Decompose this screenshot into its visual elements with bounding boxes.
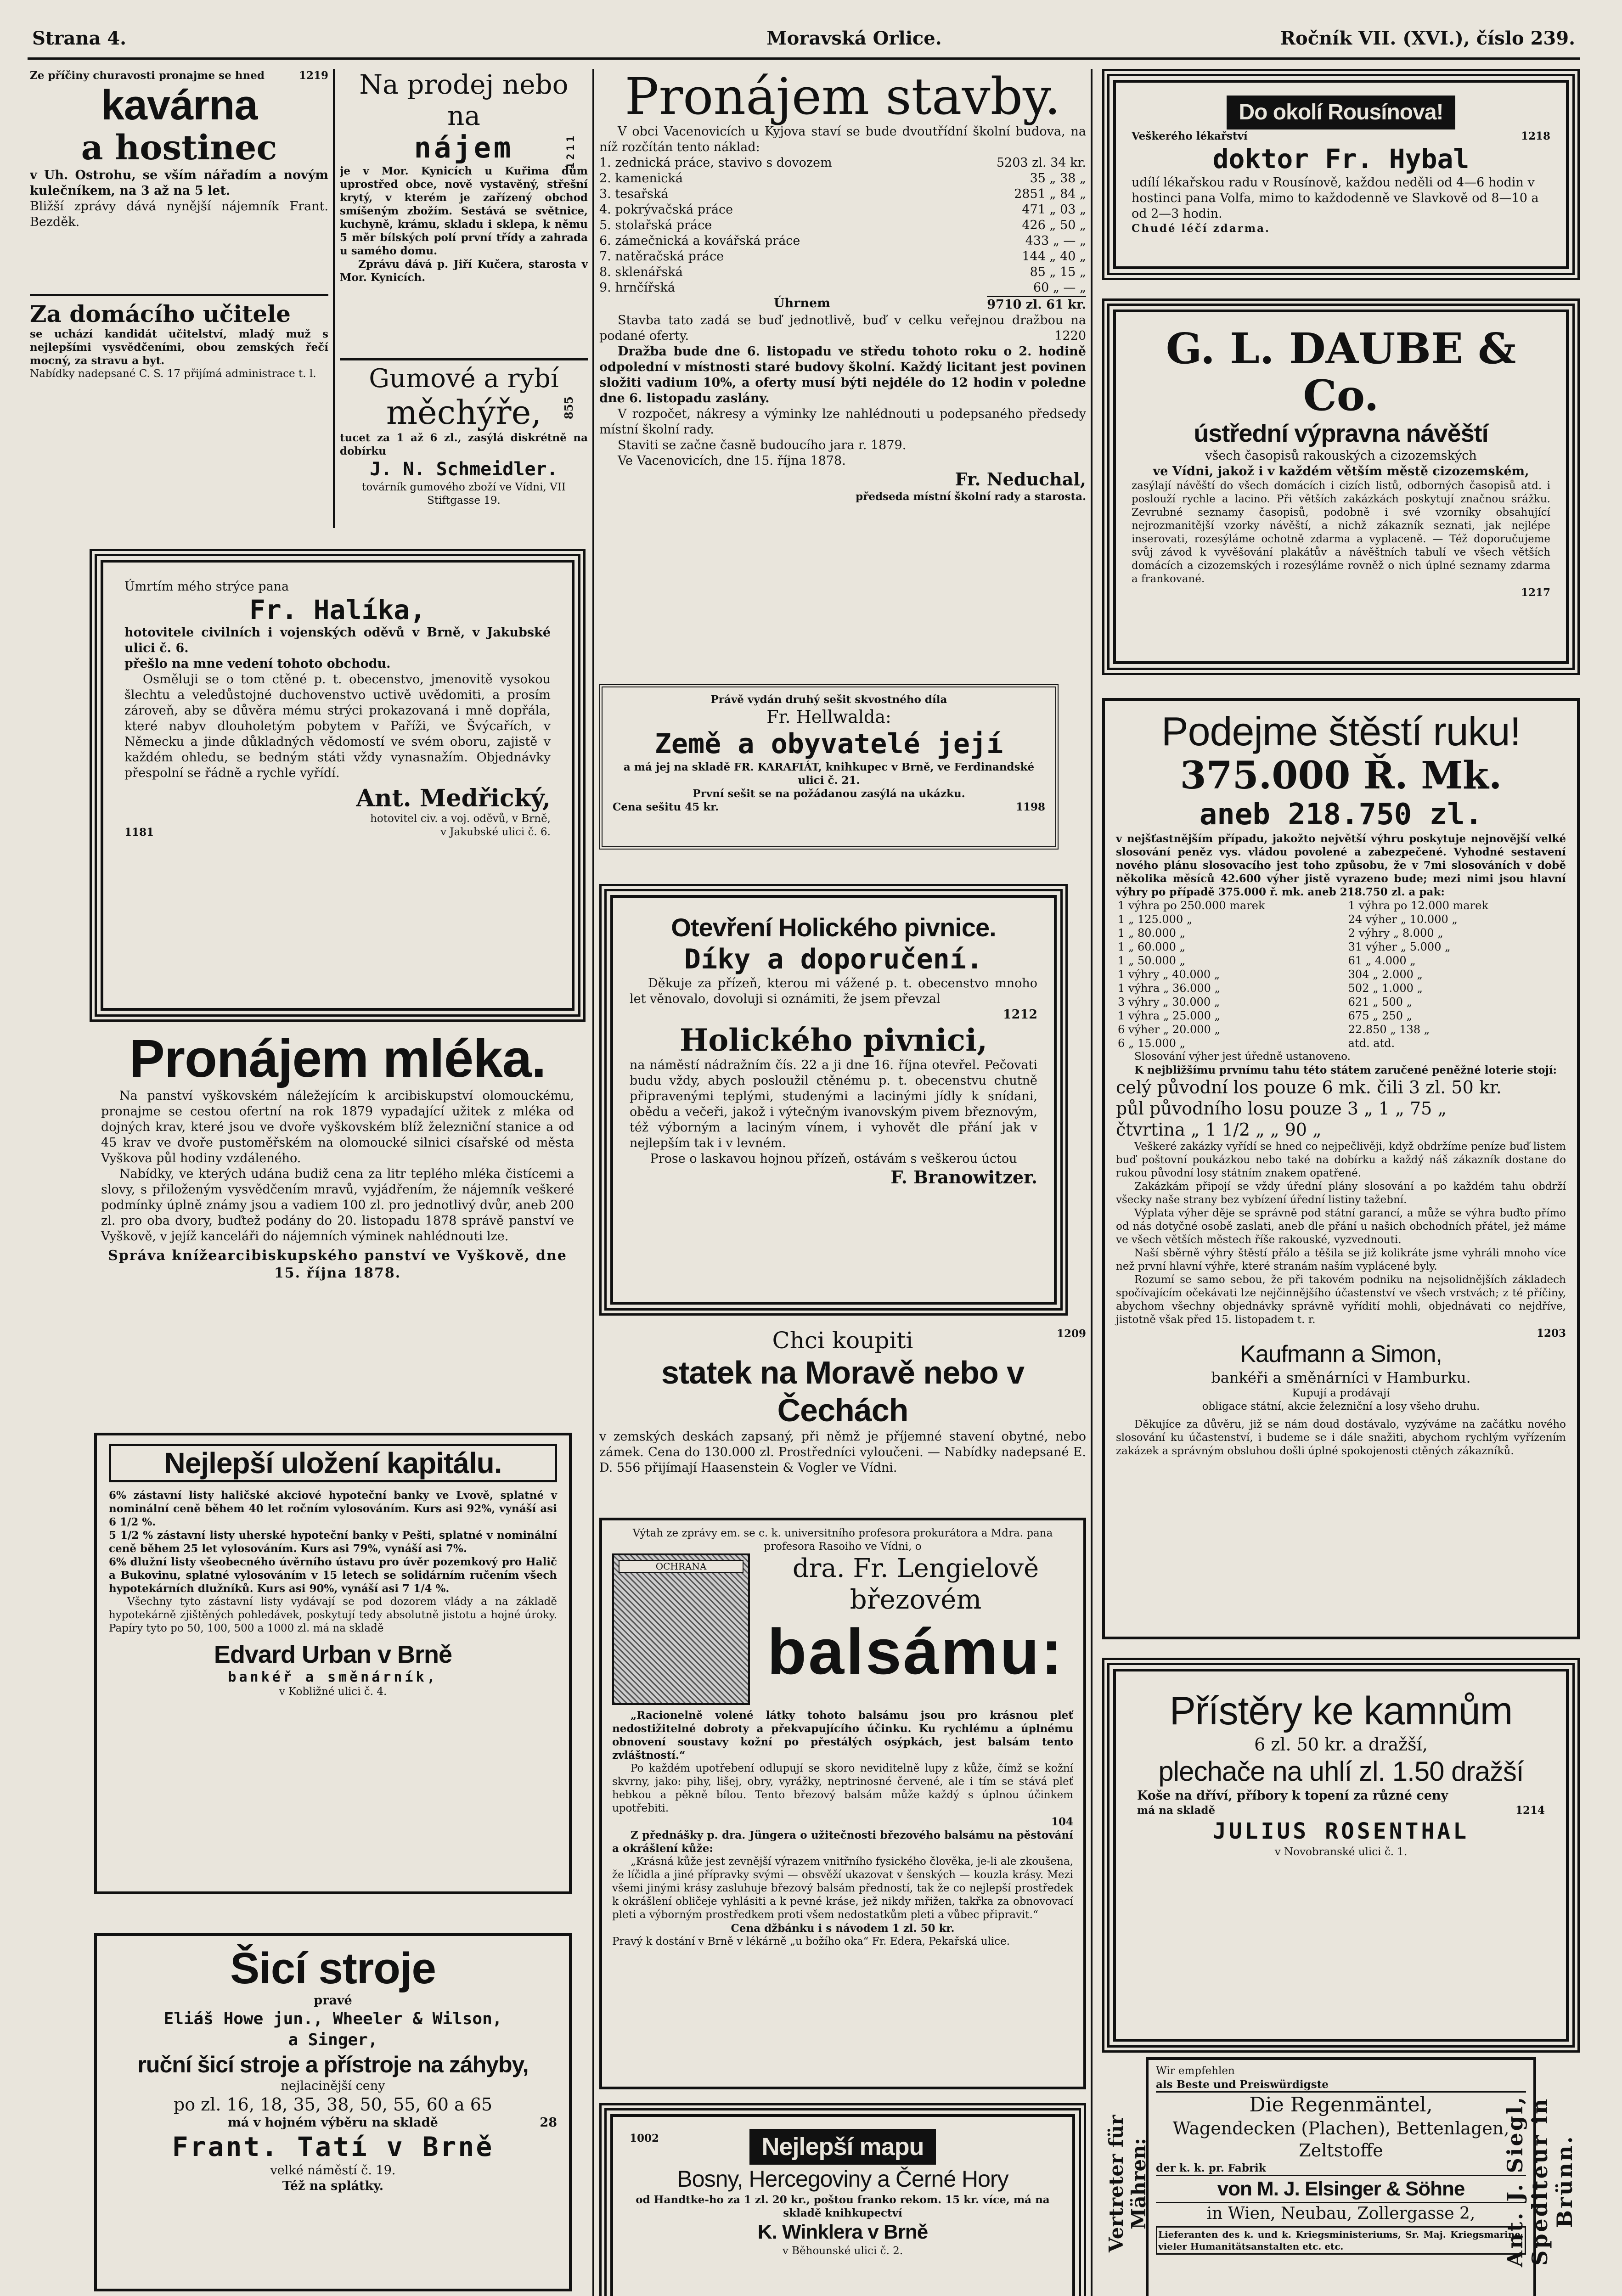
column-rule [333, 69, 335, 528]
ad-date: Ve Vacenovicích, dne 15. října 1878. [618, 454, 846, 468]
ad-info: Bližší zprávy dává nynější nájemník Frant. Bezděk. [30, 199, 328, 229]
prize-cell: 61 „ 4.000 „ [1348, 954, 1416, 967]
ad-info: Zprávu dává p. Jiří Kučera, starosta v Mor. Kynicích. [340, 258, 588, 284]
ad-line [1137, 1804, 1545, 1817]
ad-title-2 [340, 131, 588, 169]
prize-cell: 22.850 „ 138 „ [1348, 1023, 1430, 1036]
ad-lead: Výtah ze zprávy em. se c. k. universitního profesora prokurátora a Mdra. pana profesora Rasoiho ve Vídni, o [632, 1527, 1053, 1553]
cost-item [599, 171, 1086, 186]
ad-line-text: má na skladě [1137, 1804, 1216, 1817]
ad-line: v Novobranské ulici č. 1. [1274, 1846, 1408, 1858]
ad-number: 104 [1051, 1816, 1073, 1828]
ad-line: Wagendecken (Plachen), Bettenlagen, Zeltstoffe [1172, 2118, 1509, 2161]
ad-pivnice [599, 884, 1068, 1316]
cost-item [599, 264, 1086, 280]
cost-total-label: Úhrnem [774, 296, 830, 310]
cost-item [599, 249, 1086, 264]
ad-name: J. N. Schmeidler. [370, 459, 558, 480]
ad-line: als Beste und Preiswürdigste [1156, 2078, 1526, 2093]
cost-item-value: 144 „ 40 „ [1022, 249, 1086, 264]
ad-halika [90, 549, 586, 1022]
ad-side-left: Vertreter für Mähren: [1105, 2115, 1150, 2252]
ad-line: Bosny, Hercegoviny a Černé Hory [677, 2166, 1008, 2192]
prize-row [1116, 1009, 1566, 1023]
cost-item-name: 5. stolařská práce [599, 218, 712, 232]
ad-hybal [1102, 69, 1580, 280]
cost-item [599, 280, 1086, 296]
ad-title-2: Holického pivnici, [679, 1022, 988, 1058]
ad-body: tucet za 1 až 6 zl., zasýlá diskrétně na dobírku [340, 432, 588, 457]
ad-title: balsámu: [767, 1615, 1064, 1688]
ad-signature: Edvard Urban v Brně [214, 1641, 452, 1668]
ad-p2: přešlo na mne vedení tohoto obchodu. [124, 657, 391, 671]
prize-cell: 1 „ 125.000 „ [1118, 913, 1193, 926]
cost-item-name: 1. zednická práce, stavivo s dovozem [599, 156, 832, 170]
ad-name: doktor Fr. Hybal [1212, 143, 1470, 174]
cost-item-name: 4. pokrývačská práce [599, 203, 733, 217]
ad-sig-line: hotovitel civ. a voj. oděvů, v Brně, [370, 813, 551, 825]
ad-title: Přístěry ke kamnům [1169, 1689, 1513, 1733]
ad-p4: Všechny tyto zástavní listy vydávají se pod dozorem vlády a na základě hypotekárně zjištěných pohledávek, poskytují tedy absolutně jistotu a hojné úroky. Papíry tyto po 50, 100, 500 a 1000 zl. má na skladě [109, 1596, 557, 1634]
cost-total-value: 9710 zl. 61 kr. [987, 296, 1086, 313]
ad-line: der k. k. pr. Fabrik [1156, 2162, 1266, 2174]
ad-amount-2: aneb 218.750 zl. [1199, 798, 1483, 832]
prize-table [1116, 899, 1566, 1050]
prize-cell: atd. atd. [1348, 1037, 1395, 1050]
ad-title: Šicí stroje [230, 1944, 436, 1993]
prize-row [1116, 926, 1566, 940]
ad-line [109, 2115, 557, 2131]
ad-line: ve Vídni, jakož i v každém větším městě cizozemském, [1153, 464, 1529, 478]
ad-line: Wir empfehlen [1156, 2065, 1235, 2077]
prize-row [1116, 1036, 1566, 1050]
ad-title-2 [340, 394, 588, 431]
ad-line: pravé [314, 1993, 352, 2008]
ad-line [1132, 129, 1550, 143]
cost-item-name: 8. sklenářská [599, 265, 683, 279]
ad-p2: Po každém upotřebení odlupují se skoro neviditelně lupy z kůže, čímž se kožní skvrny, jako: pihy, lišej, obry, vyrážky, neptrinosné červené, ale i tím se stává pleť hebkou a pěkně bílou. Tento březový balsám může každý s úplnou účinkem upotřebiti. [612, 1762, 1073, 1814]
ad-p7: Naší sběrně výhry štěstí přálo a těšila se již kolikráte jsme vyhráli mnoho více než první hlavní výhře, které stranám naším vyplácené byly. [1116, 1247, 1566, 1272]
ad-zeme [599, 684, 1059, 850]
ad-p1: Děkuje za přízeň, kterou mi vážené p. t. obecenstvo mnoho let věnovalo, dovoluji si oznámiti, že jsem převzal [630, 976, 1037, 1006]
ad-price: Cena džbánku i s návodem 1 zl. 50 kr. [731, 1922, 955, 1935]
ad-line: Koše na dříví, příbory k topení za různé ceny [1137, 1789, 1448, 1803]
ad-line: a Singer, [288, 2031, 378, 2049]
ad-lead: Právě vydán druhý sešit skvostného díla [710, 693, 947, 706]
ad-title: Pronájem stavby. [625, 69, 1061, 126]
cost-total [599, 296, 1086, 313]
prize-cell: 1 „ 80.000 „ [1118, 927, 1185, 940]
ad-price: čtvrtina „ 1 1/2 „ „ 90 „ [1116, 1120, 1322, 1140]
prize-row [1116, 899, 1566, 912]
ad-line: v Běhounské ulici č. 2. [782, 2245, 903, 2257]
prize-row [1116, 940, 1566, 954]
ad-p2: na náměstí nádražním čís. 22 a ji dne 16. října otevřel. Pečovati budu vždy, abych posloužil ctěnému p. t. obecenstvu chutně připravenými teplými, studenými a lacinými jídly k snídani, obědu a večeři, jakož i výtečným ivanovským pivem březnovým, též výborným a laciným vínem, i vyhovět dle přání jak v nejlepším tak i v levném. [630, 1058, 1037, 1150]
prize-row [1116, 1023, 1566, 1036]
ad-p4: „Krásná kůže jest zevnější výrazem vnitřního fysického člověka, je-li ale zkoušena, že líčidla a jiné přípravky svými — obsvěží ukazovat v šenských — kouzla krásy. Mezi všemi jinými krásy zasluhuje březový balsám předností, tak že co nejlepší prostředek k okrášlení obličeje vyhlásiti a k pevné kráse, jež nikdy mřižen, takřka za obnovovací pleti a výborným prostředkem proti všem nedostatkům pleti a vůbec připravit.“ [612, 1856, 1073, 1921]
prize-cell: 1 „ 60.000 „ [1118, 940, 1185, 953]
ad-body: je v Mor. Kynicích u Kuřima dům uprostřed obce, nově vystavěný, střešní krytý, v kterém je zařízený obchod smíšeným zbožím. Sestává se světnice, kuchyně, krámu, skladu i sklepa, k němu 5 měr bílských polí první třídy a zahrada u samého domu. [340, 165, 588, 257]
ad-sig-line: Kupují a prodávají [1292, 1387, 1390, 1399]
prize-row [1116, 995, 1566, 1009]
ad-title-row [630, 2129, 1056, 2165]
ad-line: Eliáš Howe jun., Wheeler & Wilson, [163, 2009, 502, 2028]
ad-line: Chudé léčí zdarma. [1132, 222, 1271, 235]
ad-brand: dra. Fr. Lengielově [792, 1553, 1039, 1583]
column-rule [1091, 69, 1093, 2296]
ad-p1: hotovitele civilních i vojenských oděvů v Brně, v Jakubské ulici č. 6. [124, 625, 551, 655]
cost-item-name: 2. kamenická [599, 171, 683, 186]
ad-number: 1219 [298, 69, 328, 82]
ad-najem [340, 69, 588, 354]
prize-cell: 675 „ 250 „ [1348, 1009, 1413, 1022]
cost-item [599, 155, 1086, 171]
stamp-label: OCHRANA [619, 1560, 743, 1573]
ad-number: 855 [562, 396, 575, 420]
ad-p2: Nabídky, ve kterých udána budiž cena za litr teplého mléka čistícemi a slovy, s přiloženým vysvědčením mravů, vyjádřením, že nájemník veškeré podmínky úplně známy jsou a vadiem 100 zl. pro jednotlivý dvůr, aneb 200 zl. pro oba dvory, buďtež podány do 20. listopadu 1878 správě panství ve Vyškově, v jejíž kanceláři do nájemních výminek nahlédnouti lze. [101, 1167, 574, 1244]
ad-lead: Ze příčiny churavosti pronajme se hned [30, 69, 265, 82]
ad-line: Die Regenmäntel, [1249, 2093, 1433, 2116]
ad-ucitel [30, 294, 328, 505]
ad-number: 1002 [630, 2132, 659, 2144]
ad-mechyre [340, 358, 588, 533]
ad-amount: 375.000 Ř. Mk. [1180, 754, 1502, 798]
ad-p5: Staviti se začne časně budoucího jara r. 1879. [618, 438, 907, 452]
cost-list [599, 155, 1086, 296]
ad-number: 1198 [1015, 801, 1045, 813]
ad-pristery [1102, 1658, 1580, 2053]
ad-line: nejlacinější ceny [281, 2079, 385, 2093]
ad-line: ruční šicí stroje a přístroje na záhyby, [137, 2052, 529, 2077]
page-header [28, 18, 1580, 60]
ad-p8: Rozumí se samo sebou, že při takovém podniku na nejsolidnějších základech spočívajícím očekávati lze nejčinnějšího účastenství ve všech vrstvách; z té příčiny, abychom všechny objednávky správně vyřídití mohli, objednávati co nejdříve, jistotně však před 15. listopadem t. r. [1116, 1274, 1566, 1326]
ad-sig-line: bankéř a směnárník, [228, 1669, 438, 1685]
cost-item-value: 35 „ 38 „ [1030, 171, 1086, 186]
ad-title-2-text: nájem [414, 131, 514, 164]
ad-p9: Děkujíce za důvěru, již se nám doud dostávalo, vyzýváme na začátku nového slosování ku účastenství, i budeme se i dále snažiti, abychom rychlým vyřízením zakázek a správným obsluhou došli úplné spokojenosti ctěných zákazníků. [1116, 1418, 1566, 1457]
prize-cell: 3 výhry „ 30.000 „ [1118, 996, 1220, 1008]
ad-p3: Osměluji se o tom ctěné p. t. obecenstvo, jmenovitě vysokou šlechtu a veledůstojné duchovenstvo uctivě uvědomiti, a prosím zároveň, aby se důvěra mému strýci prokazovaná i mně dopřála, které nabyv dlouholetým pobytem v Paříži, ve Švýcařích, v Německu a jinde důkladných vědomostí ve svém oboru, zajistě v každém ohledu, se bedným státi vždy vynasnažím. Objednávky přespolní se řádně a rychle vyřídí. [124, 672, 551, 780]
ad-p1: Na panství vyškovském náležejícím k arcibiskupství olomouckému, pronajme se cestou ofertní na rok 1879 vypadající užitek z mléka od dojných krav, které jsou ve dvoře vyškovském blíž železniční stanice a od 45 krav ve dvoře pustoměřském na olomoucké silnici císařské od města Vyškova půl hodiny vzdáleného. [101, 1089, 574, 1165]
ad-elsinger [1102, 2057, 1580, 2296]
ad-p2: První sešit se na požádanou zasýlá na ukázku. [693, 788, 965, 800]
ad-info: továrník gumového zboží ve Vídni, VII Stiftgasse 19. [362, 481, 566, 506]
prize-cell: 1 výhra „ 36.000 „ [1118, 982, 1220, 995]
ad-mapa [599, 2103, 1086, 2296]
ad-number: 1220 [1054, 329, 1086, 343]
cost-item-name: 6. zámečnická a kovářská práce [599, 234, 800, 248]
prize-cell: 1 výhry „ 40.000 „ [1118, 968, 1220, 981]
ad-p1: v nejšťastnějším případu, jakožto největší výhru poskytuje nejnovější velké slosování peněz vys. vládou povolené a zabezpečené. Vyhodné sestavení nového plánu slosovacího jest toho způsobu, že v 7mi slosováních v době několika měsíců 42.600 výher jistě vyrazeno bude; mezi nimi jsou hlavní výhry po případě 375.000 ř. mk. aneb 218.750 zl. a pak: [1116, 833, 1566, 898]
ad-signature: Fr. Neduchal, [955, 469, 1086, 490]
ad-signature: JULIUS ROSENTHAL [1212, 1818, 1470, 1844]
ad-sig-line: bankéři a směnárníci v Hamburku. [1211, 1369, 1471, 1386]
prize-cell: 6 „ 15.000 „ [1118, 1037, 1185, 1050]
column-rule [592, 69, 594, 2296]
paper-title: Moravská Orlice. [766, 28, 942, 49]
ad-title: Otevření Holického pivnice. [671, 913, 996, 942]
ad-p1: a má jej na skladě FR. KARAFIÁT, knihkupec v Brně, ve Ferdinandské ulici č. 21. [623, 761, 1035, 787]
ad-p5: Zakázkám připojí se vždy úřední plány slosování a po každém tahu obdrží všecky naše strany bez vybízení úřední listiny tažební. [1116, 1181, 1566, 1206]
ad-line: od Handtke-ho za 1 zl. 20 kr., poštou franko rekom. 15 kr. více, má na skladě knihkupectví [636, 2194, 1050, 2219]
ad-p2: Slosování výher jest úředně ustanoveno. [1134, 1051, 1351, 1063]
ad-balsam [599, 1518, 1086, 2089]
cost-item-value: 426 „ 50 „ [1022, 218, 1086, 232]
ad-p1: V obci Vacenovicích u Kyjova staví se bude dvoutřídní školní budova, na níž rozčítán tento náklad: [599, 124, 1086, 154]
ad-body: v Uh. Ostrohu, se vším nářadím a novým kulečníkem, na 3 až na 5 let. [30, 168, 328, 198]
ad-p3: Prose o laskavou hojnou přízeň, ostávám s veškerou úctou [650, 1152, 1017, 1166]
issue-number: Ročník VII. (XVI.), číslo 239. [1280, 28, 1575, 49]
ad-side-right: Ant. J. Siegl, Spediteur in Brünn. [1503, 2095, 1577, 2268]
prize-cell: 1 „ 50.000 „ [1118, 954, 1185, 967]
ad-signature: Kaufmann a Simon, [1240, 1341, 1442, 1367]
ad-p3: K nejbližšímu prvnímu tahu této státem zaručené peněžné loterie stojí: [1134, 1064, 1557, 1076]
ad-body: se uchází kandidát učitelství, mladý muž s nejlepšími vysvědčeními, obou zemských řečí mocný, za stravu a byt. [30, 328, 328, 367]
ad-signature: Správa knížearcibiskupského panství ve Vyškově, dne 15. října 1878. [108, 1248, 567, 1281]
ad-number: 1203 [1536, 1327, 1566, 1339]
ad-signature: F. Branowitzer. [890, 1167, 1037, 1187]
ad-p4: V rozpočet, nákresy a výminky lze nahlédnouti u podepsaného předsedy místní školní rady. [599, 407, 1086, 437]
ad-sig-line: předseda místní školní rady a starosta. [856, 490, 1086, 503]
ad-title: statek na Moravě nebo v Čechách [661, 1355, 1025, 1428]
ad-line: po zl. 16, 18, 35, 38, 50, 55, 60 a 65 [173, 2094, 493, 2115]
ad-p1: „Racionelně volené látky tohoto balsámu jsou pro krásnou pleť nedostižitelné dobroty a překvapujícího účinku. Ku rychlému a úplnému obnovení soustavy kožní po přestálých osýpkách, jest balsám tento zvláštností.“ [612, 1709, 1073, 1761]
ad-line: březovém [850, 1584, 982, 1615]
ad-name: von M. J. Elsinger & Söhne [1156, 2175, 1526, 2203]
prize-row [1116, 954, 1566, 968]
ad-number: 28 [540, 2116, 557, 2130]
ad-stavby [599, 69, 1086, 670]
ad-signature: Frant. Tatí v Brně [172, 2131, 494, 2162]
ad-stroje [94, 1933, 572, 2291]
ad-lead: Úmrtím mého strýce pana [124, 580, 289, 594]
ad-line: všech časopisů rakouských a cizozemských [1205, 449, 1477, 463]
ad-subtitle: Díky a doporučení. [684, 943, 983, 975]
cost-item [599, 233, 1086, 249]
ad-title: Podejme štěstí ruku! [1161, 709, 1521, 754]
cost-item-value: 471 „ 03 „ [1022, 203, 1086, 217]
ad-kavarna [30, 69, 328, 285]
cost-item-name: 3. tesařská [599, 187, 669, 201]
ad-note: Nabídky nadepsané C. S. 17 přijímá administrace t. l. [30, 368, 316, 380]
ad-title: Země a obyvatelé její [654, 728, 1003, 760]
ad-title: Pronájem mléka. [129, 1029, 546, 1088]
ad-p1: 6% zástavní listy haličské akciové hypoteční banky ve Lvově, splatné v nominální ceně během 40 let ročním vylosováním. Kurs asi 92%, vynáší asi 6 1/2 %. [109, 1489, 557, 1528]
ad-p4: Veškeré zakázky vyřídí se hned co nejpečlivěji, když obdržíme peníze buď listem buď poštovní poukázkou nebo také na dobírku a každý náš zákazník dostane do rukou původní losy státním znakem opatřené. [1116, 1141, 1566, 1179]
ad-p2 [599, 313, 1086, 344]
ad-number: 1212 [1002, 1007, 1037, 1022]
ad-number: 1181 [124, 826, 154, 838]
ad-price: půl původního losu pouze 3 „ 1 „ 75 „ [1116, 1098, 1447, 1119]
ad-title: kavárna [101, 82, 258, 129]
ad-title-2-text: měchýře, [386, 393, 542, 432]
cost-item-value: 433 „ — „ [1025, 234, 1086, 248]
prize-row [1116, 968, 1566, 981]
prize-cell: 2 výhry „ 8.000 „ [1348, 927, 1443, 940]
ad-sig-line: velké náměstí č. 19. [270, 2163, 396, 2178]
ad-title: Za domácího učitele [30, 300, 291, 327]
ad-elsinger-inner [1146, 2057, 1536, 2296]
ad-p3: Dražba bude dne 6. listopadu ve středu tohoto roku o 2. hodině odpolední v místnosti staré budovy školní. Každý licitant jest povinen složiti vadium 10%, a oferty musí býti nejdéle do 12 hodin v poledne dne 6. listopadu zaslány. [599, 344, 1086, 405]
ad-title: G. L. DAUBE & Co. [1166, 324, 1516, 420]
prize-cell: 1 výhra „ 25.000 „ [1118, 1009, 1220, 1022]
ad-title: Do okolí Rousínova! [1227, 96, 1455, 129]
ad-p3: Z přednášky p. dra. Jüngera o užitečnosti březového balsámu na pěstování a okrášlení kůže: [612, 1829, 1073, 1855]
ad-number: 1209 [1056, 1328, 1086, 1340]
prize-row [1116, 912, 1566, 926]
cost-item-value: 5203 zl. 34 kr. [996, 156, 1086, 170]
ad-line [599, 1327, 1086, 1354]
ad-subtitle: ústřední výpravna návěští [1194, 420, 1488, 447]
ad-p5: Pravý k dostání v Brně v lékárně „u božího oka“ Fr. Edera, Pekařská ulice. [612, 1936, 1010, 1947]
ad-loterie [1102, 698, 1580, 1639]
prize-row [1116, 981, 1566, 995]
cost-item-name: 7. natěračská práce [599, 249, 724, 264]
ad-price: Cena sešitu 45 kr. [613, 801, 719, 813]
ad-author: Fr. Hellwalda: [766, 707, 891, 727]
ad-p6: Výplata výher děje se správně pod státní garancí, a může se výhra buďto přímo od nás dotyčné osobě zaslati, aneb dle přání u našich obchodních přátel, jež máme ve všech větších městech říše rakouské, vyzvednouti. [1116, 1207, 1566, 1246]
ad-line: Lieferanten des k. und k. Kriegsministeriums, Sr. Maj. Kriegsmarine, vieler Humanitätsanstalten etc. etc. [1156, 2226, 1526, 2255]
prize-cell: 24 výher „ 10.000 „ [1348, 913, 1458, 926]
ad-p2: 5 1/2 % zástavní listy uherské hypoteční banky v Pešti, splatné v nominální ceně během 25 let vylosováním. Kurs asi 79%, vynáší asi 7%. [109, 1529, 557, 1555]
prize-cell: 304 „ 2.000 „ [1348, 968, 1423, 981]
ad-line: Též na splátky. [282, 2179, 384, 2193]
ad-title: Gumové a rybí [369, 364, 559, 394]
prize-cell: 1 výhra po 250.000 marek [1118, 899, 1265, 912]
page-number: Strana 4. [32, 28, 127, 49]
ad-signature: K. Winklera v Brně [757, 2221, 928, 2243]
cost-item [599, 218, 1086, 233]
ad-p2-text: Stavba tato zadá se buď jednotlivě, buď v celku veřejnou dražbou na podané oferty. [599, 313, 1086, 343]
ad-line: in Wien, Neubau, Zollergasse 2, [1206, 2204, 1476, 2223]
ad-sig-line: v Jakubské ulici č. 6. [440, 826, 551, 838]
prize-cell: 31 výher „ 5.000 „ [1348, 940, 1451, 953]
ad-price: celý původní los pouze 6 mk. čili 3 zl. 50 kr. [1116, 1077, 1502, 1097]
ad-signature: Ant. Medřický, [356, 784, 551, 812]
prize-cell: 6 výher „ 20.000 „ [1118, 1023, 1220, 1036]
cost-item-value: 2851 „ 84 „ [1014, 187, 1086, 201]
ad-sig-line: obligace státní, akcie železniční a losy všeho druhu. [1202, 1401, 1480, 1412]
ad-line-text: má v hojném výběru na skladě [228, 2116, 438, 2130]
birch-tree-illustration [612, 1553, 750, 1705]
prize-cell: 1 výhra po 12.000 marek [1348, 899, 1488, 912]
ad-mleko [90, 1024, 586, 1410]
ad-body: v zemských deskách zapsaný, při němž je příjemné stavení obytné, nebo zámek. Cena do 130.000 zl. Prostředníci vyloučeni. — Nabídky nadepsané E. D. 556 přijímají Haasenstein & Vogler ve Vídni. [599, 1429, 1086, 1475]
cost-item [599, 202, 1086, 218]
ad-subtitle: Veškerého lékařství [1132, 130, 1248, 142]
ad-title: Nejlepší uložení kapitálu. [109, 1444, 557, 1482]
ad-number: 1211 [565, 133, 577, 169]
cost-item-name: 9. hrnčířská [599, 281, 676, 295]
ad-kapital [94, 1433, 572, 1894]
ad-body: zasýlají návěští do všech domácích i cizích listů, odborných časopisů atd. i poslouží rychle a lacino. Při větších zakázkách poskytují značnou srážku. Zevrubné seznamy časopisů, podobně i své vzorníky obsahující nejrozmanitější vzorky návěští, a nichž zákazník seznati, jak nejlépe inserovati, rozesýláme ochotně zdarma a vyplaceně. — Též doporučujeme svůj závod k vyvěšování plakátův a návěštních tabulí ve všech větších domácích a cizozemských i rozesýláme rovněž o nich úplné seznamy zdarma a frankované. [1132, 480, 1550, 585]
ad-p3: 6% dlužní listy všeobecného úvěrního ústavu pro úvěr pozemkový pro Halič a Bukovinu, splatné vylosováním v 15 letech se solidárním ručením všech hypotekárních dlužníků. Kurs asi 90%, vynáší asi 7 1/4 %. [109, 1556, 557, 1595]
cost-item-value: 60 „ — „ [1033, 281, 1086, 295]
ad-line: plechače na uhlí zl. 1.50 dražší [1158, 1756, 1524, 1787]
ad-daube [1102, 298, 1580, 675]
prize-cell: 502 „ 1.000 „ [1348, 982, 1423, 995]
prize-cell: 621 „ 500 „ [1348, 996, 1413, 1008]
ad-body: udílí lékařskou radu v Rousínově, každou neděli od 4—6 hodin v hostinci pana Volfa, mimo to každodenně ve Slavkově od 8—10 a od 2—3 hodin. [1132, 175, 1539, 221]
ad-title: Na prodej nebo na [359, 69, 569, 131]
ad-line: 6 zl. 50 kr. a dražší, [1254, 1734, 1428, 1755]
ad-sig-line: v Kobližné ulici č. 4. [279, 1686, 387, 1698]
ad-statek [599, 1327, 1086, 1502]
ad-number: 1214 [1515, 1804, 1545, 1817]
cost-item-value: 85 „ 15 „ [1030, 265, 1086, 279]
ad-title: Nejlepší mapu [749, 2129, 935, 2165]
ad-line-text: Chci koupiti [772, 1327, 913, 1354]
ad-number: 1217 [1521, 586, 1550, 599]
ad-name: Fr. Halíka, [249, 594, 426, 625]
ad-number: 1218 [1521, 130, 1550, 142]
cost-item [599, 186, 1086, 202]
ad-title-2: a hostinec [81, 128, 277, 168]
